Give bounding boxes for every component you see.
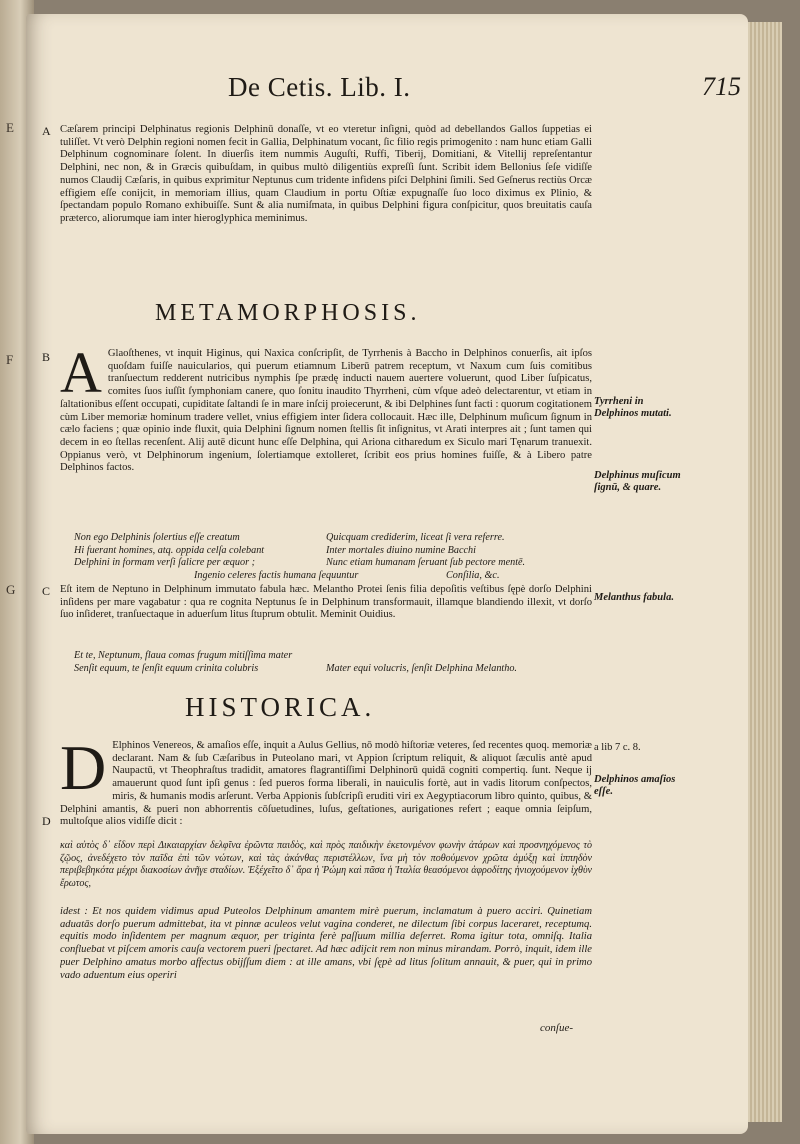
verse-line: Senſit equum, te ſenſit equum crinita colubris bbox=[74, 662, 259, 674]
latin-translation bbox=[60, 906, 592, 1032]
marginal-note-gellius: a lib 7 c. 8. bbox=[594, 742, 641, 753]
marginal-note-amasios: Delphinos amaſios eſſe. bbox=[594, 774, 676, 797]
section-mark-c: C bbox=[42, 584, 51, 598]
verse-line: Delphini in formam verſi ſalicre per æquor ; bbox=[74, 557, 255, 569]
left-page-letter: F bbox=[6, 352, 14, 367]
intro-text: Cæſarem principi Delphinatus regionis Delphinū donaſſe, vt eo vteretur inſigni, quòd ad debellandos Gallos ſuppetias ei tuliſſet. Vt verò Delphin regioni nomen fecit in Gallia, Delphinatum vocant, ſic filio regis primogenito : nam hunc etiam Galli Delphinum cognominare ſolent. In diuerſis item nummis Auguſti, Ruffi, Tiberij, Domitiani, & Vitellij repreſentantur Delphini, nec non, & in Græcis quibuſdam, in quibus multò diligentiùs expreſſi ſunt. Scribit idem Bellonius ſeſe vidiſſe numos Claudij Cæſaris, in quibus exprimitur Neptunus cum tridente infidens piſci Delphini ſimili. Sed Geſnerus rectiùs Orcæ effigiem eſſe conijcit, in memoriam illius, quam Claudium in portu Oſtiæ expugnaſſe ſuo loco diximus ex Plinio, & ſpectandam populo Romano exhibuiſſe. Sunt & alia numiſmata, in quibus Delphini figura conſpicitur, quos breuitatis cauſa præterco, aliorumque iam inter hieroglyphica meminimus. bbox=[60, 124, 592, 224]
page-stack-edge bbox=[748, 22, 782, 1122]
verse-line: Conſilia, &c. bbox=[446, 569, 500, 581]
section-mark-a: A bbox=[42, 124, 51, 138]
verse-line: Quicquam crediderim, liceat ſi vera referre. bbox=[326, 532, 505, 543]
historica-paragraph bbox=[60, 740, 592, 840]
verse-line: Ingenio celeres factis humana ſequuntur bbox=[194, 569, 359, 581]
page-number: 715 bbox=[702, 72, 741, 101]
marginal-note-musicus: Delphinus muſicum ſignū, & quare. bbox=[594, 470, 681, 493]
verse-line: Mater equi volucris, ſenſit Delphina Melantho. bbox=[326, 662, 517, 674]
marginal-note-melantho: Melanthus fabula. bbox=[594, 592, 674, 603]
left-page-letter: E bbox=[6, 120, 14, 135]
intro-paragraph bbox=[60, 124, 592, 292]
greek-quotation bbox=[60, 840, 592, 904]
verse-line: Non ego Delphinis ſolertius eſſe creatum bbox=[74, 532, 240, 543]
verse-block-oppian bbox=[74, 532, 594, 582]
metamorphosis-paragraph bbox=[60, 348, 592, 530]
left-page-letter: G bbox=[6, 582, 16, 597]
melantho-paragraph bbox=[60, 584, 592, 648]
verse-line: Hi fuerant homines, atq. oppida celſa colebant bbox=[74, 544, 265, 556]
historica-text: Elphinos Venereos, & amaſios eſſe, inquit a Aulus Gellius, nō modò hiſtoriæ veteres, ſed recentes quoq. memoriæ declarant. Nam & ſub Cæſaribus in Puteolano mari, vt Appion ſcriptum reliquit, & aliquot ſæculis antè apud Naupactū, vt Theophraſtus tradidit, amatores flagrantiſſimi Delphinorū quidā cogniti compertiq. ſunt. Neque ij amauerunt quod ſunt ipſi genus : ſed pueros forma liberali, in nauiculis fortè, aut in vadis litorum conſpectos, miris, & humanis modis arſerunt. Verba Appionis ſubſcripſi eruditi viri ex Aegyptiacorum libro quinto, quibus, & Delphini amantis, & pueri non abhorrentis cōſuetudines, luſus, geſtationes, aurigationes refert ; eaque omnia ſeipſum, multoſque alios vidiſſe dicit : bbox=[60, 740, 592, 828]
latin-translation-text: idest : Et nos quidem vidimus apud Puteolos Delphinum amantem mirè puerum, inclamatum à puero acciri. Quinetiam aduatās dorſo puerum admittebat, ita vt pinnæ aculeos velut vagina conderet, ne dilectum ſibi corpus laceraret, receptumq. equitis modo inſidentem per magnum æquor, per triginta ferè paſſuum millia deferret. Roma igitur tota, omniſq. Italia confluebat vt piſcem amoris cauſa vectorem pueri ſpectaret. Ad hæc adijcit rem non minus mirandam. Porrò, inquit, idem ille puer Delphino amatus morbo affectus obijſſum diem : at ille amans, vbi ſępè ad litus ſolitum annauit, & puer, qui in primo vado aduentum eius operiri bbox=[60, 906, 592, 981]
running-head: De Cetis. Lib. I. bbox=[228, 72, 411, 102]
marginal-note-tyrrheni: Tyrrheni in Delphinos mutati. bbox=[594, 396, 672, 419]
drop-cap: D bbox=[60, 740, 107, 803]
metamorphosis-text: Glaoſthenes, vt inquit Higinus, qui Naxica conſcripſit, de Tyrrhenis à Baccho in Delphinos conuerſis, ait ipſos quoſdam fuiſſe nauicularios, qui puerum etiamnum Liberū patrem receptum, vt Naxum cum ſuis comitibus tranſuectum redderent nutricibus nymphis ſpe prædę inducti nauem auertere voluerunt, quod Liber ſuſpicatus, comites ſuos iuſſit ſymphoniam canere, quo ſonitu inaudito Thyrrheni, cùm vſque adeò delectarentur, vt etiam in ſaltationibus eſſent occupati, cupiditate ſaltandi ſe in mare inſcij proiecerunt, & ibi Delphines ſunt facti : quorum cogitationem cùm Liber memoriæ hominum tradere vellet, vnius effigiem inter ſidera collocauit. Hæc ille, Delphinum muſicum ſignum in cælo faciens ; quæ opinio inde fluxit, quia Delphini ſignum nomen ſtellis ſit inſignitus, vt Arati interpres ait ; ſunt tamen qui decem in eo ſtellas recenſent. Alij autē dicunt hunc eſſe Delphina, qui Ariona citharedum ex Siculo mari Tęnarum tranuexit. Oppianus verò, vt Delphinorum ingenium, ſolertiamque extolleret, ſcribit eos prius homines fuiſſe, & à Libero patre Delphinos factos. bbox=[60, 348, 592, 474]
section-mark-b: B bbox=[42, 350, 51, 364]
melantho-text: Eſt item de Neptuno in Delphinum immutato fabula hæc. Melantho Protei ſenis filia depoſitis veſtibus ſępè dorſo Delphini inſidens per mare vagabatur : qua re cognita Neptunus ſe in Delphinum transformauit, illamque blandiendo illexit, vt dorſo ſuo inſideret, tranſuectaque in aduerſum litus ſtuprum obtulit. Meminit Ouidius. bbox=[60, 584, 592, 621]
verse-line: Nunc etiam humanam ſeruant ſub pectore mentē. bbox=[326, 557, 526, 569]
greek-text: καὶ αὐτὸς δ᾽ εἶδον περὶ Δικαιαρχίαν δελφῖνα ἐρῶντα παιδὸς, καὶ πρὸς παιδικὴν ἐκετονμένον φωνὴν ἀτάρων καὶ προσνηχόμενος τὸ ζῷος, ἀνεδέχετο τὸν παῖδα ἐπὶ τῶν νώτων, καὶ τὰς ἀκάνθας περιστέλλων, ἵνα μὴ τὸν ποθούμενον χρῶτα ἀμύξῃ καὶ ἱππηδὸν περιβεβηκότα μέχρι διακοσίων ἀνῆγε σταδίων. Ἐξέχεῖτο δ᾽ ἄρα ἡ Ῥώμη καὶ πᾶσα ἡ Ἰταλία θεασόμενοι ἀφροδίτης ἡνιοχούμενον ἰχθὺν ἔρωτος, bbox=[60, 840, 592, 890]
verse-line: Et te, Neptunum, flaua comas frugum mitiſſima mater bbox=[74, 650, 293, 661]
section-mark-d: D bbox=[42, 814, 51, 828]
section-title-historica: HISTORICA. bbox=[185, 692, 376, 722]
verse-line: Inter mortales diuino numine Bacchi bbox=[326, 544, 476, 556]
catchword: conſue- bbox=[540, 1022, 573, 1034]
verse-block-ovid bbox=[74, 650, 594, 675]
section-title-metamorphosis: METAMORPHOSIS. bbox=[155, 300, 421, 326]
drop-cap: A bbox=[60, 348, 102, 405]
